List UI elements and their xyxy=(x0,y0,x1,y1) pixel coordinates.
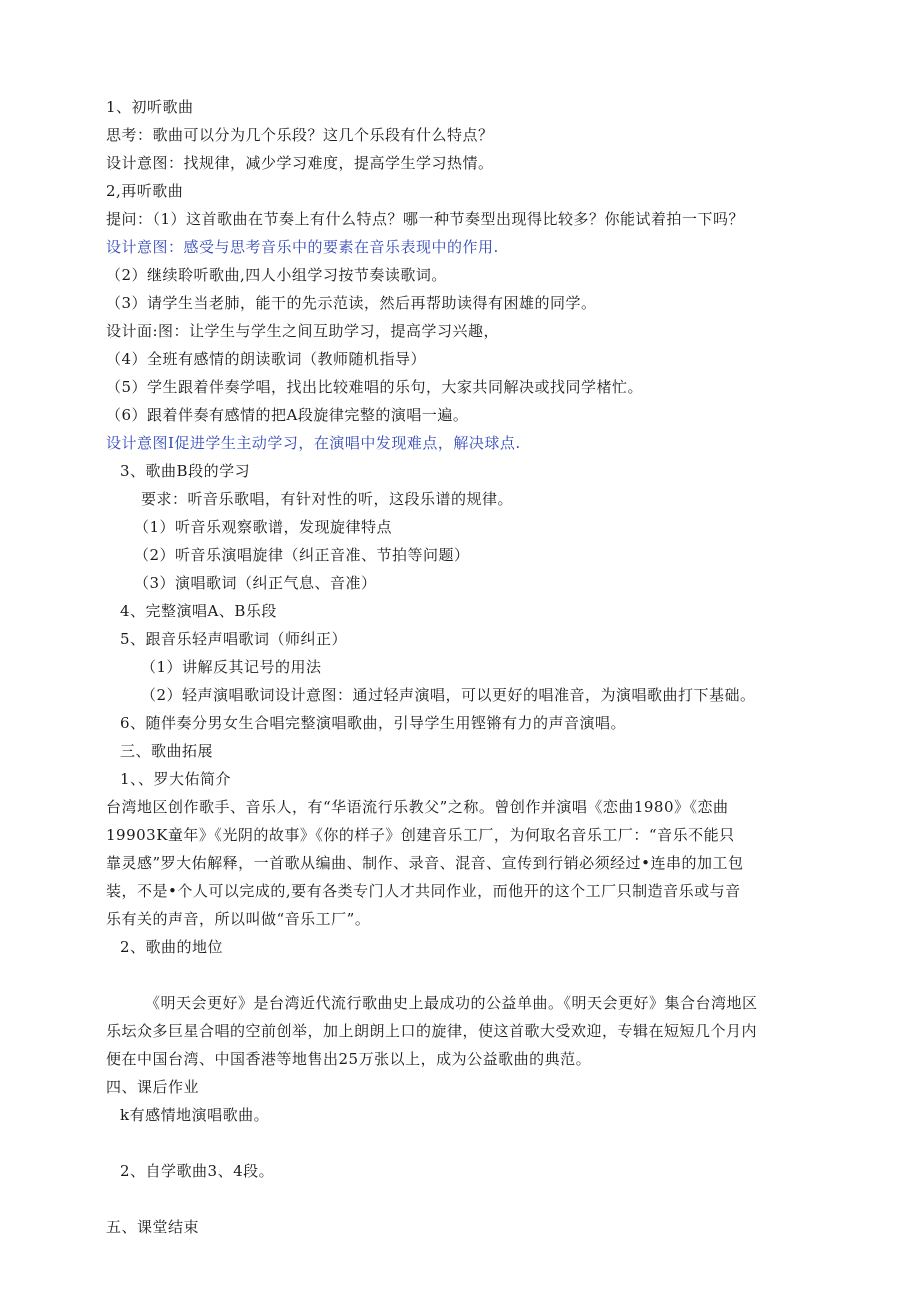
section-heading-first-listen: 1、初听歌曲 xyxy=(106,98,194,116)
homework-item: 2、自学歌曲3、4段。 xyxy=(120,1162,275,1180)
step-item: （4）全班有感情的朗读歌词（教师随机指导） xyxy=(106,350,427,368)
homework-item: k有感情地演唱歌曲。 xyxy=(120,1106,270,1124)
step-item: （3）请学生当老肺，能干的先示范读，然后再帮助读得有困雄的同学。 xyxy=(106,294,597,312)
paragraph-line: 装，不是•个人可以完成的,要有各类专门人才共同作业，而他开的这个工厂只制造音乐或与音 xyxy=(106,882,741,900)
step-item: （6）跟着伴奏有感情的把A段旋律完整的演唱一遍。 xyxy=(106,406,469,424)
design-intent-blue: 设计意图I促进学生主动学习，在演唱中发现难点，解决球点. xyxy=(106,434,521,452)
step-item: （5）学生跟着伴奏学唱，找出比较难唱的乐句，大家共同解决或找同学楮忙。 xyxy=(106,378,644,396)
section-heading-chorus: 6、随伴奏分男女生合唱完整演唱歌曲，引导学生用铿锵有力的声音演唱。 xyxy=(120,714,627,732)
paragraph-line: 乐有关的声音，所以叫做“音乐工厂”。 xyxy=(106,910,371,928)
design-intent-blue: 设计意图：感受与思考音乐中的要素在音乐表现中的作用. xyxy=(106,238,499,256)
requirement-text: 要求：听音乐歌唱，有针对性的听，这段乐谱的规律。 xyxy=(141,490,514,508)
paragraph-line: 台湾地区创作歌手、音乐人，有“华语流行乐教父”之称。曾创作并演唱《恋曲1980》《恋曲 xyxy=(106,798,729,816)
step-item: （1）听音乐观察歌谱，发现旋律特点 xyxy=(134,518,393,536)
paragraph-line: 19903K童年》《光阴的故事》《你的样子》创建音乐工厂，为何取名音乐工厂：“音乐不能只 xyxy=(106,826,735,844)
paragraph-line: 靠灵感”罗大佑解释，一首歌从编曲、制作、录音、混音、宣传到行销必须经过•连串的加工包 xyxy=(106,854,744,872)
step-item: （3）演唱歌词（纠正气息、音准） xyxy=(134,574,377,592)
section-heading-soft-sing: 5、跟音乐轻声唱歌词（师纠正） xyxy=(120,630,348,648)
step-item: （2）继续聆听歌曲,四人小组学习按节奏读歌词。 xyxy=(106,266,447,284)
chapter-heading-extension: 三、歌曲拓展 xyxy=(120,742,214,760)
step-item: （2）轻声演唱歌词设计意图：通过轻声演唱，可以更好的唱准音，为演唱歌曲打下基础。 xyxy=(141,686,756,704)
section-heading-full-sing: 4、完整演唱A、B乐段 xyxy=(120,602,277,620)
section-heading-part-b: 3、歌曲B段的学习 xyxy=(120,462,251,480)
section-heading-second-listen: 2,再听歌曲 xyxy=(106,182,184,200)
paragraph-line: 《明天会更好》是台湾近代流行歌曲史上最成功的公益单曲。《明天会更好》集合台湾地区 xyxy=(145,994,758,1012)
think-question: 思考：歌曲可以分为几个乐段？这几个乐段有什么特点？ xyxy=(106,126,494,144)
paragraph-line: 乐坛众多巨星合唱的空前创举，加上朗朗上口的旋律，使这首歌大受欢迎，专辑在短短几个月内 xyxy=(106,1022,758,1040)
step-item: （2）听音乐演唱旋律（纠正音准、节拍等问题） xyxy=(134,546,470,564)
section-heading-song-status: 2、歌曲的地位 xyxy=(120,938,224,956)
step-item: （1）讲解反其记号的用法 xyxy=(141,658,322,676)
design-intent: 设计面:图：让学生与学生之间互助学习，提高学习兴趣， xyxy=(106,322,500,340)
chapter-heading-homework: 四、课后作业 xyxy=(106,1078,200,1096)
design-intent: 设计意图：找规律，减少学习难度，提高学生学习热情。 xyxy=(106,154,494,172)
question-rhythm: 提问：（1）这首歌曲在节奏上有什么特点？哪一种节奏型出现得比较多？你能试着拍一下吗？ xyxy=(106,210,745,228)
section-heading-luo-dayou: 1、、罗大佑简介 xyxy=(120,770,232,788)
chapter-heading-class-end: 五、课堂结束 xyxy=(106,1218,200,1236)
paragraph-line: 便在中国台湾、中国香港等地售出25万张以上，成为公益歌曲的典范。 xyxy=(106,1050,592,1068)
